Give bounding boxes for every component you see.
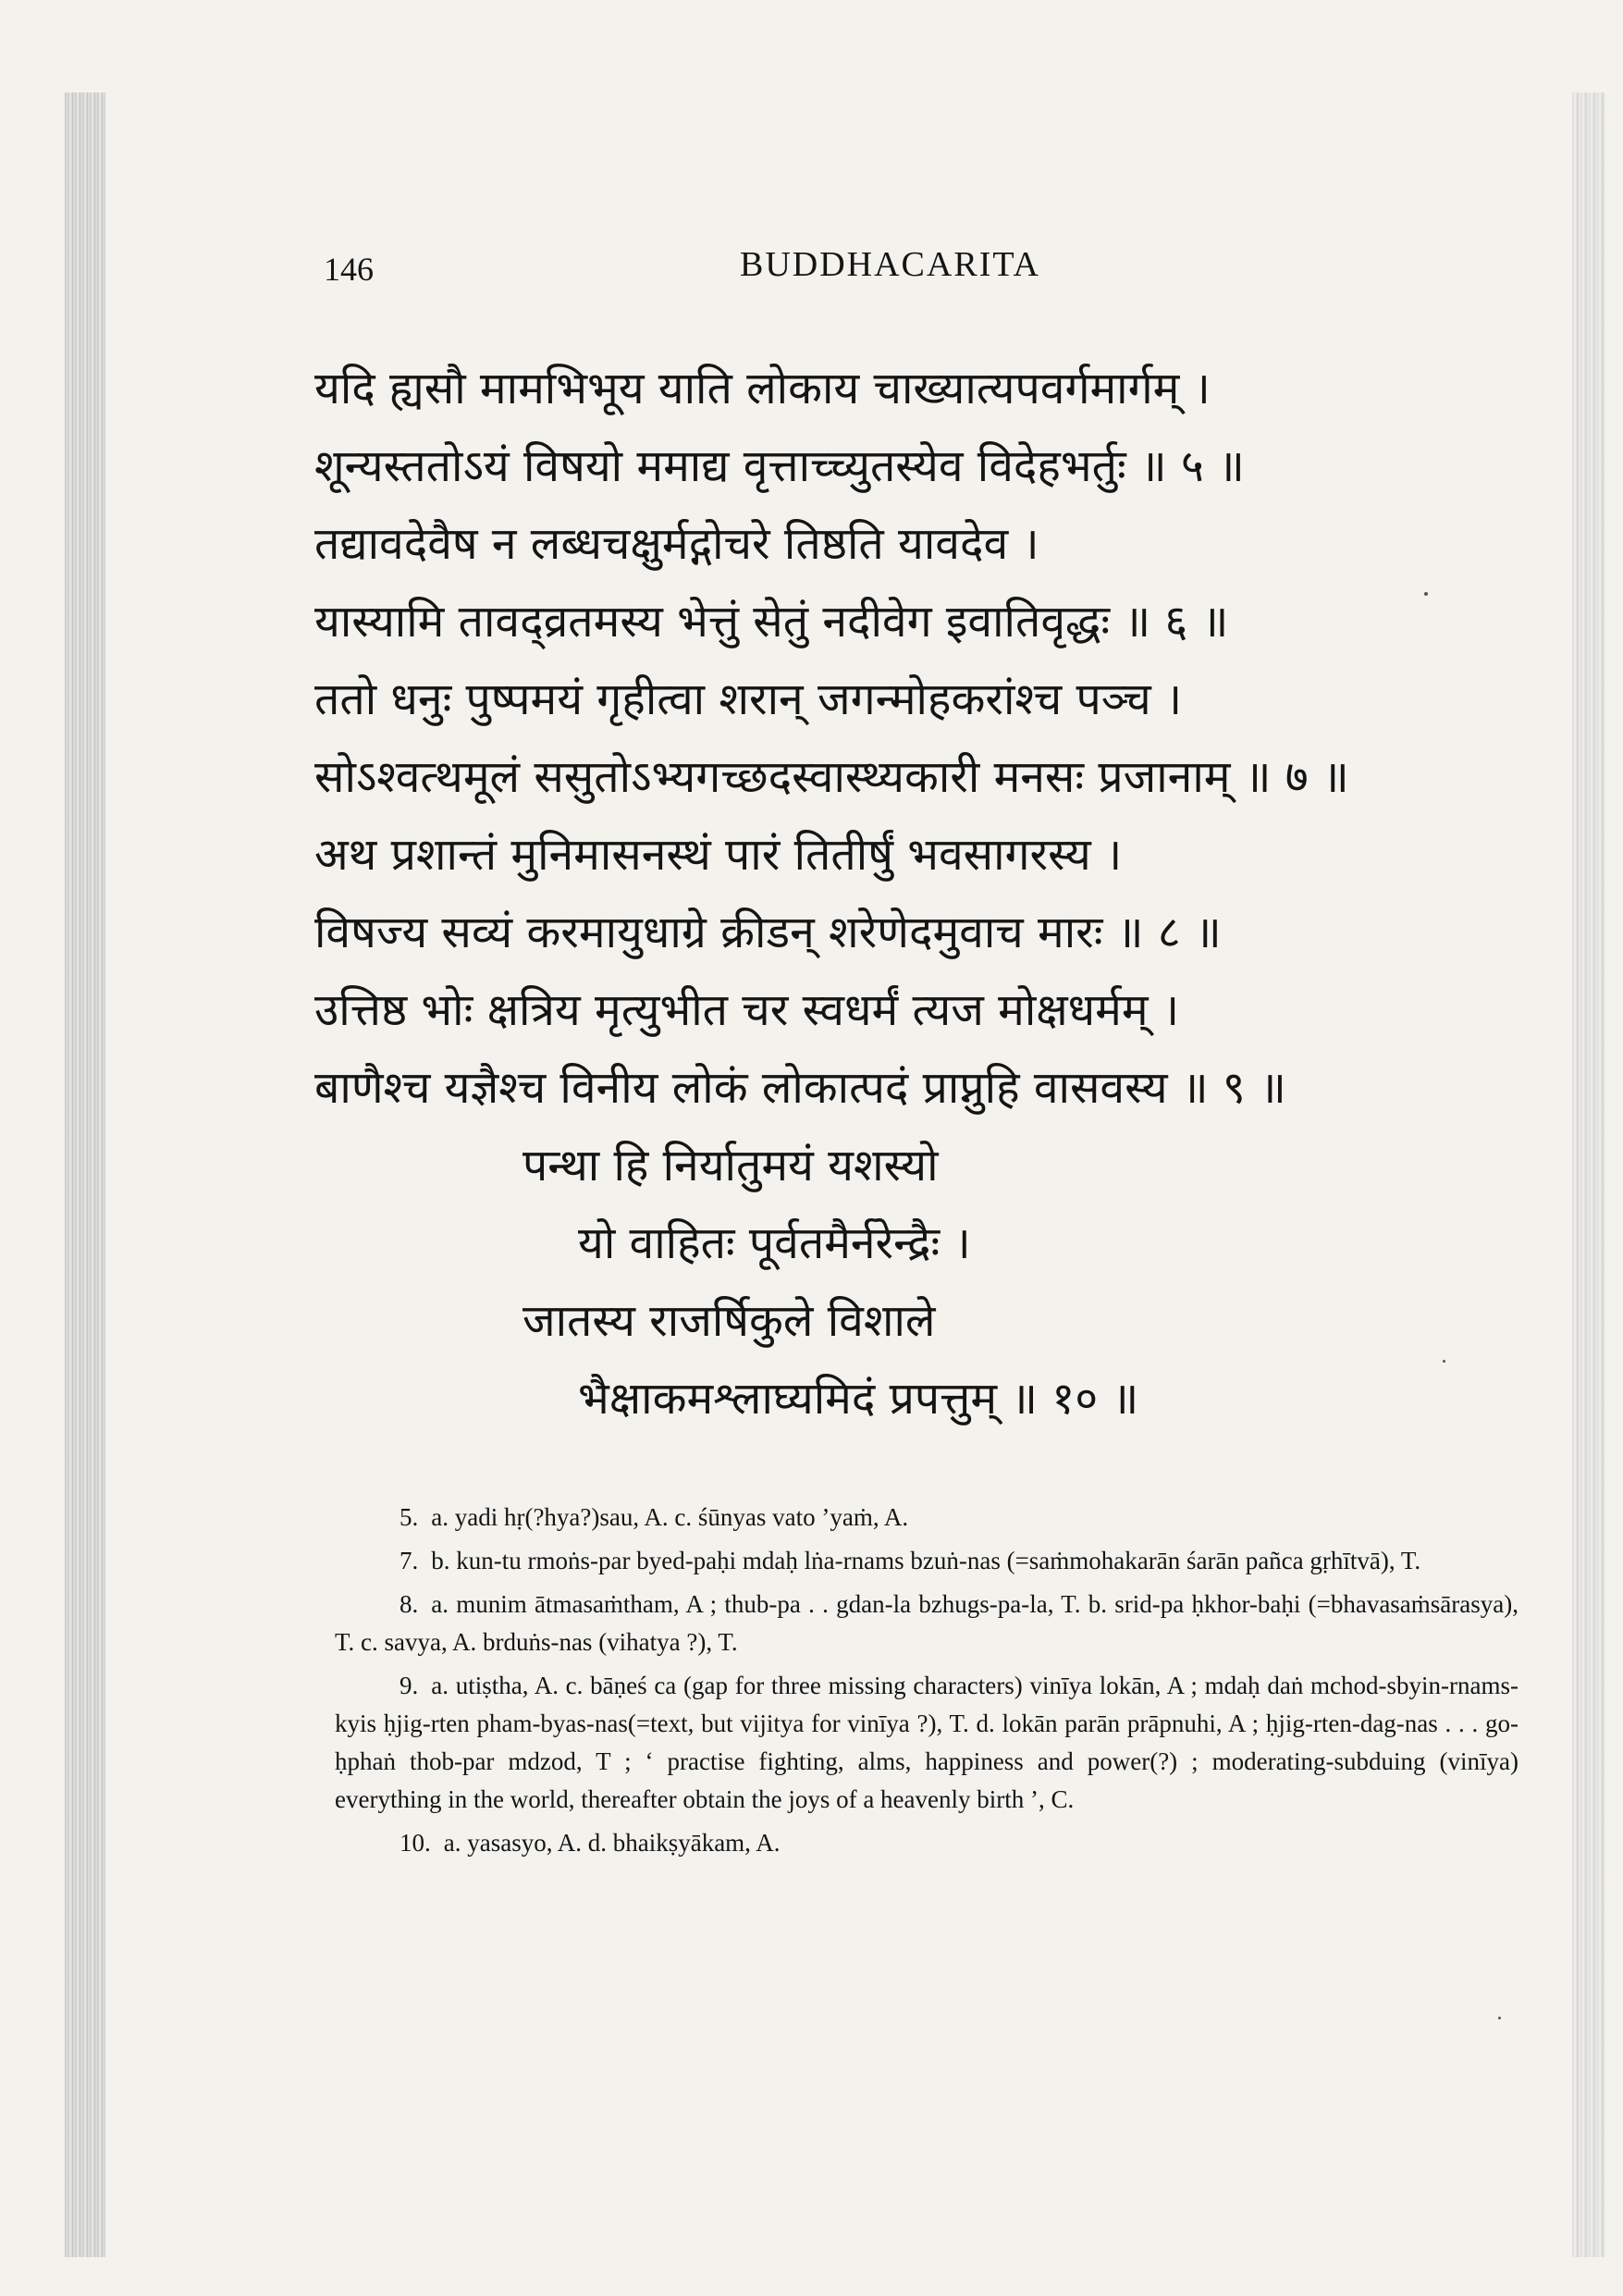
- verse-line: बाणैश्च यज्ञैश्च विनीय लोकं लोकात्पदं प्राप्नुहि वासवस्य ॥ ९ ॥: [314, 1062, 1286, 1114]
- verse-line: तद्यावदेवैष न लब्धचक्षुर्मद्गोचरे तिष्ठति यावदेव ।: [314, 518, 1039, 570]
- page-number: 146: [324, 251, 374, 288]
- note-text: a. yasasyo, A. d. bhaikṣyākam, A.: [443, 1829, 781, 1857]
- left-binding-edge: [65, 93, 105, 2257]
- verse-line: ततो धनुः पुष्पमयं गृहीत्वा शरान् जगन्मोहकरांश्च पञ्च ।: [314, 673, 1183, 725]
- verse-line: यो वाहितः पूर्वतमैर्नरेन्द्रैः ।: [578, 1217, 971, 1269]
- sanskrit-verses: [314, 350, 1535, 1438]
- note-item: [335, 1499, 1518, 1537]
- verse-line: अथ प्रशान्तं मुनिमासनस्थं पारं तितीर्षुं भवसागरस्य ।: [314, 829, 1123, 881]
- verse-line: शून्यस्ततोऽयं विषयो ममाद्य वृत्ताच्च्युतस्येव विदेहभर्तुः ॥ ५ ॥: [314, 440, 1245, 492]
- note-item: [335, 1824, 1518, 1862]
- note-text: a. munim ātmasaṁtham, A ; thub-pa . . gdan-la bzhugs-pa-la, T. b. srid-pa ḥkhor-baḥi (=bhavasaṁsārasya), T. c. savya, A. brduṅs-nas (vihatya ?), T.: [335, 1590, 1518, 1656]
- verse-line: पन्था हि निर्यातुमयं यशस्यो: [523, 1140, 939, 1191]
- verse-line: भैक्षाकमश्लाघ्यमिदं प्रपत्तुम् ॥ १० ॥: [578, 1373, 1139, 1425]
- verse-line: यास्यामि तावद्व्रतमस्य भेत्तुं सेतुं नदीवेग इवातिवृद्धः ॥ ६ ॥: [314, 596, 1229, 648]
- running-title: BUDDHACARITA: [740, 245, 1040, 284]
- scan-speck: [1424, 592, 1428, 596]
- page-header: [324, 242, 1498, 298]
- verse-line: सोऽश्वत्थमूलं ससुतोऽभ्यगच्छदस्वास्थ्यकारी मनसः प्रजानाम् ॥ ७ ॥: [314, 751, 1349, 803]
- note-number: 8.: [400, 1590, 419, 1618]
- right-page-edge: [1572, 93, 1605, 2257]
- note-item: [335, 1586, 1518, 1661]
- verse-line: जातस्य राजर्षिकुले विशाले: [523, 1295, 936, 1347]
- note-number: 5.: [400, 1503, 419, 1531]
- note-item: [335, 1542, 1518, 1580]
- verse-line: उत्तिष्ठ भोः क्षत्रिय मृत्युभीत चर स्वधर्मं त्यज मोक्षधर्मम् ।: [314, 984, 1180, 1036]
- note-text: a. utiṣtha, A. c. bāṇeś ca (gap for three missing characters) vinīya lokān, A ; mdaḥ daṅ mchod-sbyin-rnams-kyis ḥjig-rten pham-byas-nas(=text, but vijitya for vinīya ?), T. d. lokān parān prāpnuhi, A ; ḥjig-rten-dag-nas . . . go-ḥphaṅ thob-par mdzod, T ; ‘ practise fighting, alms, happiness and power(?) ; moderating-subduing (vinīya) everything in the world, thereafter obtain the joys of a heavenly birth ’, C.: [335, 1672, 1518, 1813]
- scan-speck: [1498, 2017, 1501, 2019]
- scan-speck: [1443, 1360, 1445, 1363]
- note-text: b. kun-tu rmoṅs-par byed-paḥi mdaḥ lṅa-rnams bzuṅ-nas (=saṁmohakarān śarān pañca gṛhītvā), T.: [431, 1547, 1421, 1574]
- note-number: 10.: [400, 1829, 431, 1857]
- note-item: [335, 1667, 1518, 1819]
- note-text: a. yadi hṛ(?hya?)sau, A. c. śūnyas vato ’yaṁ, A.: [431, 1503, 909, 1531]
- note-number: 7.: [400, 1547, 419, 1574]
- textual-notes: [335, 1499, 1518, 1868]
- verse-line: यदि ह्यसौ मामभिभूय याति लोकाय चाख्यात्यपवर्गमार्गम् ।: [314, 363, 1211, 414]
- note-number: 9.: [400, 1672, 419, 1699]
- verse-line: विषज्य सव्यं करमायुधाग्रे क्रीडन् शरेणेदमुवाच मारः ॥ ८ ॥: [314, 907, 1222, 958]
